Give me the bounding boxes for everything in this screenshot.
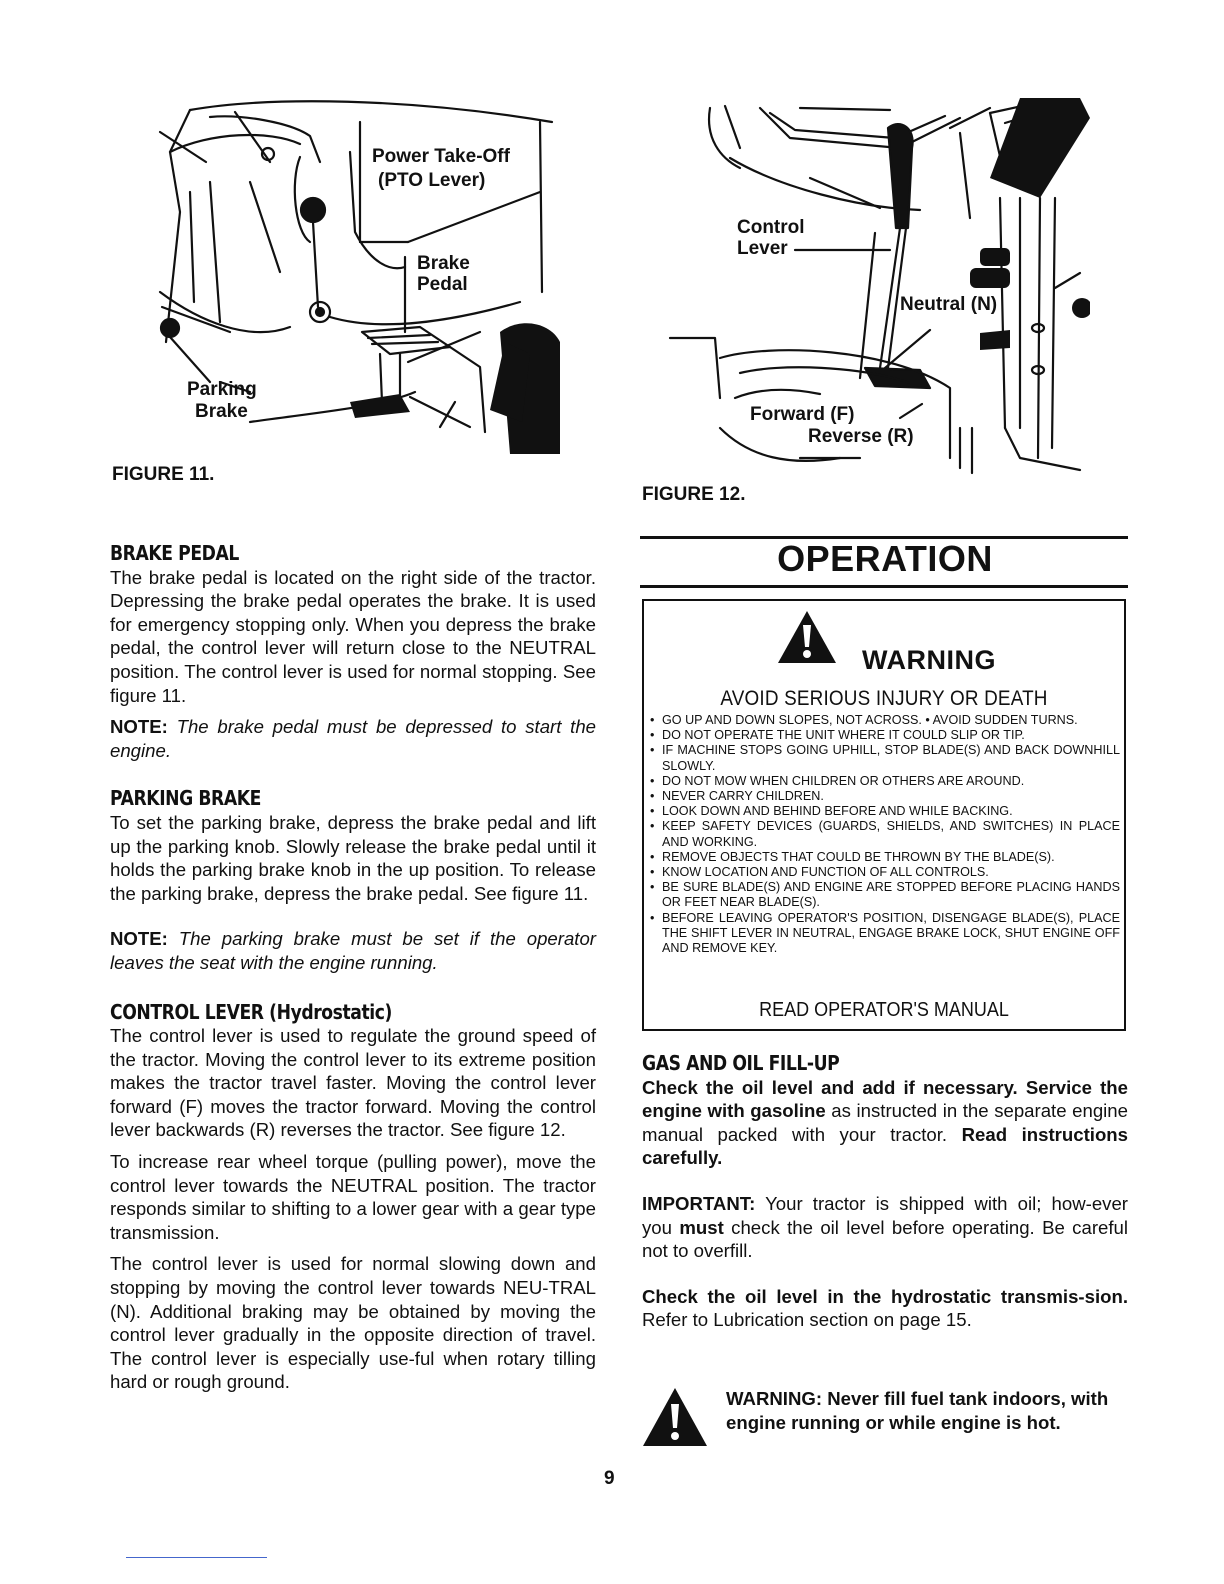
- control-lever-p1: The control lever is used to regulate the ground speed of the tractor. Moving the control lever to its extreme position makes the tractor travel faster. Moving the control lever forward (F) moves the tractor forward. Moving the control lever backwards (R) reverses the tractor. See figure 12.: [110, 1025, 596, 1141]
- parking-brake-body: To set the parking brake, depress the brake pedal and lift up the parking knob. Slowly release the brake pedal until it holds the parking brake knob in the up position. To release the parking brake, depress the brake pedal. See figure 11.: [110, 811, 596, 904]
- warning-item: • KNOW LOCATION AND FUNCTION OF ALL CONTROLS.: [650, 865, 1120, 880]
- neutral-label: Neutral (N): [900, 294, 998, 315]
- important-label: IMPORTANT:: [642, 1192, 756, 1214]
- operation-title: OPERATION: [777, 538, 993, 579]
- important-text-b: check the oil level before operating. Be careful not to overfill.: [642, 1216, 1128, 1262]
- brake-pedal-note: [110, 715, 596, 762]
- parking-brake-note: [110, 927, 596, 974]
- gas-oil-p1-bold2: Read instructions carefully.: [642, 1123, 1129, 1169]
- gas-oil-p1-rest: as instructed in the separate engine manual packed with your tractor.: [642, 1100, 1128, 1145]
- warning-item: • BE SURE BLADE(S) AND ENGINE ARE STOPPED BEFORE PLACING HANDS OR FEET NEAR BLADE(S).: [650, 880, 1120, 910]
- warning-heading: WARNING: [862, 645, 996, 675]
- pto-label-line1: Power Take-Off: [372, 146, 510, 167]
- parking-brake-label-line2: Brake: [195, 401, 248, 422]
- warning-item: • NEVER CARRY CHILDREN.: [650, 789, 1120, 804]
- figure-12-caption: FIGURE 12.: [642, 484, 746, 505]
- warning-item: • KEEP SAFETY DEVICES (GUARDS, SHIELDS, AND SWITCHES) IN PLACE AND WORKING.: [650, 819, 1120, 849]
- warning-list: [650, 713, 1120, 956]
- read-operators-manual: READ OPERATOR'S MANUAL: [759, 999, 1009, 1021]
- control-lever-p3: The control lever is used for normal slowing down and stopping by moving the control lever towards NEU-TRAL (N). Additional braking may be obtained by moving the control lever gradually in the opposite direction of travel. The control lever is especially use-ful when rotary tilling hard or rough ground.: [110, 1253, 596, 1393]
- figure-11-illustration: [150, 92, 560, 454]
- note-label: NOTE:: [110, 928, 168, 950]
- gas-oil-p1-bold: Check the oil level and add if necessary. Service the engine with gasoline: [642, 1076, 1128, 1122]
- warning-item: • DO NOT MOW WHEN CHILDREN OR OTHERS ARE AROUND.: [650, 774, 1120, 789]
- note-text: The parking brake must be set if the operator leaves the seat with the engine running.: [110, 928, 596, 973]
- warning-item: • REMOVE OBJECTS THAT COULD BE THROWN BY THE BLADE(S).: [650, 850, 1120, 865]
- fuel-warning-triangle-icon: [641, 1386, 709, 1448]
- parking-brake-label-line1: Parking: [187, 379, 257, 400]
- reverse-label: Reverse (R): [808, 426, 914, 447]
- important-must: must: [679, 1216, 724, 1238]
- note-text: The brake pedal must be depressed to start the engine.: [110, 716, 596, 761]
- warning-item: • IF MACHINE STOPS GOING UPHILL, STOP BLADE(S) AND BACK DOWNHILL SLOWLY.: [650, 743, 1120, 773]
- figure-12-illustration: [660, 98, 1090, 478]
- pto-label-line2: (PTO Lever): [378, 170, 486, 191]
- warning-subheading: AVOID SERIOUS INJURY OR DEATH: [720, 687, 1048, 710]
- hydrostatic-bold: Check the oil level in the hydrostatic transmis-sion.: [642, 1285, 1128, 1307]
- warning-triangle-icon: [776, 609, 838, 665]
- control-lever-label-line1: Control: [737, 217, 805, 238]
- parking-brake-heading: PARKING BRAKE: [110, 786, 261, 811]
- footer-line: [126, 1557, 267, 1558]
- left-column: [110, 542, 596, 1394]
- important-text-a: Your tractor is shipped with oil; how-ever you: [642, 1192, 1128, 1238]
- hydrostatic-rest: Refer to Lubrication section on page 15.: [642, 1309, 972, 1331]
- warning-item: • DO NOT OPERATE THE UNIT WHERE IT COULD SLIP OR TIP.: [650, 728, 1120, 743]
- brake-pedal-label-line1: Brake: [417, 253, 470, 274]
- control-lever-label-line2: Lever: [737, 238, 788, 259]
- figure-11-caption: FIGURE 11.: [112, 464, 215, 485]
- warning-item: • GO UP AND DOWN SLOPES, NOT ACROSS. • AVOID SUDDEN TURNS.: [650, 713, 1120, 728]
- operation-bottom-rule: [640, 585, 1128, 588]
- hydrostatic-paragraph: [642, 1285, 1128, 1332]
- fuel-warning-text: WARNING: Never fill fuel tank indoors, with engine running or while engine is hot.: [726, 1388, 1109, 1433]
- control-lever-heading: CONTROL LEVER (Hydrostatic): [110, 999, 392, 1024]
- note-label: NOTE:: [110, 716, 168, 738]
- brake-pedal-label-line2: Pedal: [417, 274, 468, 295]
- control-lever-p2: To increase rear wheel torque (pulling power), move the control lever towards the NEUTRAL position. The tractor responds similar to shifting to a lower gear with a gear type transmission.: [110, 1151, 596, 1243]
- right-column: [642, 1052, 1128, 1332]
- page-number: 9: [604, 1468, 615, 1489]
- forward-label: Forward (F): [750, 404, 855, 425]
- brake-pedal-body: The brake pedal is located on the right side of the tractor. Depressing the brake pedal operates the brake. It is used for emergency stopping only. When you depress the brake pedal, the control lever will return close to the NEUTRAL position. The control lever is used for normal stopping. See figure 11.: [110, 566, 596, 706]
- important-paragraph: [642, 1192, 1128, 1263]
- brake-pedal-heading: BRAKE PEDAL: [110, 541, 239, 565]
- gas-oil-p1: [642, 1076, 1128, 1170]
- warning-item: • BEFORE LEAVING OPERATOR'S POSITION, DISENGAGE BLADE(S), PLACE THE SHIFT LEVER IN NEUTRAL, ENGAGE BRAKE LOCK, SHUT ENGINE OFF AND REMOVE KEY.: [650, 911, 1120, 957]
- gas-oil-heading: GAS AND OIL FILL-UP: [642, 1051, 840, 1075]
- warning-item: • LOOK DOWN AND BEHIND BEFORE AND WHILE BACKING.: [650, 804, 1120, 819]
- warning-box: [642, 599, 1126, 1031]
